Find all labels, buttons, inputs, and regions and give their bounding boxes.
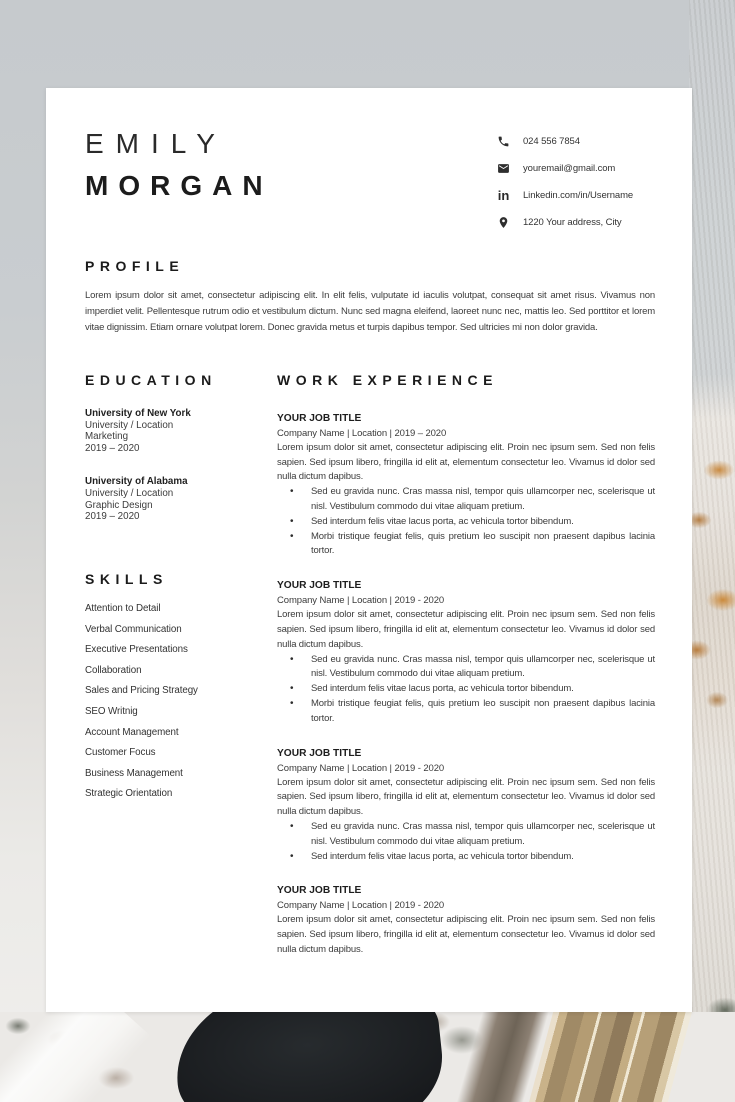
job-summary: Lorem ipsum dolor sit amet, consectetur adipiscing elit. Proin nec ipsum sem. Sed non felis sapien. Sed ipsum libero, fringilla id elit at, elementum consectetur leo. Vivamus id dolor sed nulla dictum dapibus.: [277, 914, 655, 955]
linkedin-icon: in: [497, 188, 510, 203]
contact-list: [496, 134, 671, 242]
skill-item: Sales and Pricing Strategy: [85, 685, 198, 697]
job-entry: [277, 746, 655, 865]
school-location: University / Location: [85, 419, 174, 431]
skills-heading: SKILLS: [85, 571, 168, 588]
contact-item: [496, 188, 671, 203]
contact-text: 024 556 7854: [523, 136, 580, 147]
first-name: EMILY: [85, 128, 227, 159]
location-icon: [496, 215, 511, 230]
skill-item: Attention to Detail: [85, 602, 161, 614]
education-list: [85, 408, 237, 523]
contact-text: youremail@gmail.com: [523, 163, 616, 174]
profile-heading: PROFILE: [85, 258, 185, 274]
job-entry: [277, 578, 655, 726]
skill-item: Executive Presentations: [85, 644, 188, 656]
job-title: YOUR JOB TITLE: [277, 747, 362, 759]
job-summary: Lorem ipsum dolor sit amet, consectetur adipiscing elit. Proin nec ipsum sem. Sed non felis sapien. Sed ipsum libero, fringilla id elit at, elementum consectetur leo. Vivamus id dolor sed nulla dictum dapibus.: [277, 441, 655, 483]
left-column: [85, 372, 237, 958]
job-bullet: • Morbi tristique feugiat felis, quis pretium leo suscipit non praesent dapibus lacinia tortor.: [277, 530, 655, 560]
job-bullet: • Morbi tristique feugiat felis, quis pretium leo suscipit non praesent dapibus lacinia tortor.: [277, 697, 655, 727]
two-column-body: [85, 372, 655, 958]
job-title: YOUR JOB TITLE: [277, 580, 362, 592]
job-meta: Company Name | Location | 2019 - 2020: [277, 595, 445, 607]
contact-text: 1220 Your address, City: [523, 217, 622, 228]
job-bullet: • Sed eu gravida nunc. Cras massa nisl, tempor quis ullamcorper nec, scelerisque ut nisl. Vestibulum commodo dui vitae aliquam pretium.: [277, 653, 655, 683]
job-bullet: • Sed interdum felis vitae lacus porta, ac vehicula tortor bibendum.: [277, 850, 655, 865]
name-block: [85, 130, 273, 200]
contact-item: [496, 161, 671, 176]
experience-heading: WORK EXPERIENCE: [277, 372, 498, 388]
job-meta: Company Name | Location | 2019 – 2020: [277, 427, 447, 439]
profile-text: Lorem ipsum dolor sit amet, consectetur adipiscing elit. In elit felis, vulputate id iaculis volutpat, consequat sit amet risus. Vivamus non imperdiet velit. Pellentesque rutrum odio et vestibulum dictum. Nunc sed magna eleifend, laoreet nunc nec, mattis leo. Sed porttitor et lorem vitae dignissim. Etiam ornare volutpat lorem. Donec gravida metus et turpis dapibus tempor. Sed ultricies mi non dolor gravida.: [85, 289, 655, 334]
degree: Graphic Design: [85, 499, 153, 511]
school-name: University of Alabama: [85, 475, 188, 487]
job-title: YOUR JOB TITLE: [277, 885, 362, 897]
phone-icon: [496, 134, 511, 149]
email-icon: [496, 161, 511, 176]
job-bullets: [277, 653, 655, 727]
contact-item: [496, 134, 671, 149]
resume-card: [46, 88, 692, 1012]
job-bullet: • Sed interdum felis vitae lacus porta, ac vehicula tortor bibendum.: [277, 515, 655, 530]
contact-item: [496, 215, 671, 230]
snowy-road: [0, 1012, 150, 1102]
skill-item: Account Management: [85, 726, 179, 738]
highway: [527, 1012, 730, 1102]
dark-river: [168, 1012, 449, 1102]
job-summary: Lorem ipsum dolor sit amet, consectetur adipiscing elit. Proin nec ipsum sem. Sed non felis sapien. Sed ipsum libero, fringilla id elit at, elementum consectetur leo. Vivamus id dolor sed nulla dictum dapibus.: [277, 609, 655, 650]
jobs-list: [277, 411, 655, 958]
job-summary: Lorem ipsum dolor sit amet, consectetur adipiscing elit. Proin nec ipsum sem. Sed non felis sapien. Sed ipsum libero, fringilla id elit at, elementum consectetur leo. Vivamus id dolor sed nulla dictum dapibus.: [277, 776, 655, 818]
contact-text: Linkedin.com/in/Username: [523, 190, 634, 201]
job-bullet: • Sed eu gravida nunc. Cras massa nisl, tempor quis ullamcorper nec, scelerisque ut nisl. Vestibulum commodo dui vitae aliquam pretium.: [277, 485, 655, 515]
education-heading: EDUCATION: [85, 372, 217, 388]
right-column: [277, 372, 655, 958]
education-entry: [85, 408, 237, 455]
job-meta: Company Name | Location | 2019 - 2020: [277, 762, 445, 774]
education-dates: 2019 – 2020: [85, 443, 140, 455]
skill-item: Business Management: [85, 767, 183, 779]
job-entry: [277, 411, 655, 559]
degree: Marketing: [85, 431, 129, 443]
left-cliff-and-trees: [0, 0, 46, 1102]
job-title: YOUR JOB TITLE: [277, 412, 362, 424]
job-bullets: [277, 485, 655, 559]
job-meta: Company Name | Location | 2019 - 2020: [277, 900, 445, 912]
profile-section: [85, 258, 655, 336]
school-name: University of New York: [85, 407, 191, 419]
bottom-winter-landscape: [0, 1012, 735, 1102]
education-entry: [85, 476, 237, 523]
job-bullets: [277, 820, 655, 864]
skill-item: SEO Writnig: [85, 705, 138, 717]
school-location: University / Location: [85, 487, 174, 499]
skill-item: Verbal Communication: [85, 623, 182, 635]
skills-list: [85, 603, 237, 800]
job-bullet: • Sed eu gravida nunc. Cras massa nisl, tempor quis ullamcorper nec, scelerisque ut nisl. Vestibulum commodo dui vitae aliquam pretium.: [277, 820, 655, 850]
right-snowy-rocks: [689, 0, 735, 1102]
job-entry: [277, 883, 655, 957]
job-bullet: • Sed interdum felis vitae lacus porta, ac vehicula tortor bibendum.: [277, 682, 655, 697]
skill-item: Strategic Orientation: [85, 788, 173, 800]
skill-item: Collaboration: [85, 664, 142, 676]
skill-item: Customer Focus: [85, 747, 156, 759]
last-name: MORGAN: [85, 170, 273, 201]
education-dates: 2019 – 2020: [85, 511, 140, 523]
